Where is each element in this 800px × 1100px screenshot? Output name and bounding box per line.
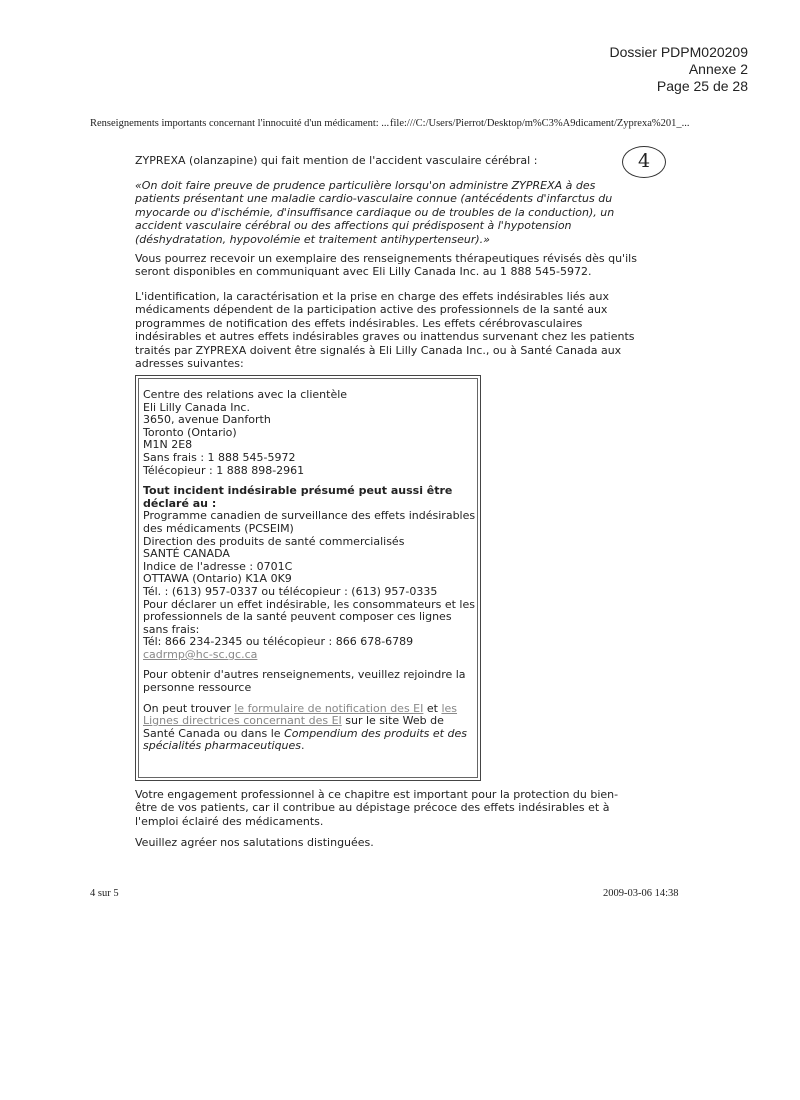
compendium-title: Compendium des produits et des spécialités pharmaceutiques <box>143 726 467 753</box>
ae-guidelines-link[interactable]: les Lignes directrices concernant des EI <box>143 701 458 728</box>
lilly-line-2: Eli Lilly Canada Inc. <box>143 400 250 414</box>
print-header-url: file:///C:/Users/Pierrot/Desktop/m%C3%A9dicament/Zyprexa%201_... <box>390 118 690 129</box>
monograph-quote <box>135 179 640 246</box>
hc-line-3: SANTÉ CANADA <box>143 547 230 561</box>
hc-line-4: Indice de l'adresse : 0701C <box>143 559 293 573</box>
dossier-number: Dossier PDPM020209 <box>609 44 748 60</box>
lilly-line-5: M1N 2E8 <box>143 438 193 452</box>
salutation-text: Veuillez agréer nos salutations distinguées. <box>135 836 374 849</box>
find-forms-paragraph <box>143 703 478 753</box>
more-info-text: Pour obtenir d'autres renseignements, veuillez rejoindre la personne ressource <box>143 668 466 695</box>
ae-form-link[interactable]: le formulaire de notification des EI <box>234 701 424 715</box>
contact-box-content <box>143 389 478 753</box>
para2-text: Vous pourrez recevoir un exemplaire des renseignements thérapeutiques révisés dès qu'ils seront disponibles en communiquant avec Eli Lilly Canada Inc. au 1 888 545-5972. <box>135 252 637 279</box>
hc-line-5: OTTAWA (Ontario) K1A 0K9 <box>143 572 292 586</box>
footer-timestamp: 2009-03-06 14:38 <box>603 888 679 899</box>
closing-paragraph <box>135 788 640 828</box>
paragraph-reporting <box>135 290 640 370</box>
hc-line-6: Tél. : (613) 957-0337 ou télécopieur : (613) 957-0335 <box>143 584 438 598</box>
hc-line-1: Programme canadien de surveillance des effets indésirables des médicaments (PCSEIM) <box>143 509 476 535</box>
salutation <box>135 836 640 849</box>
dossier-stamp <box>609 44 748 95</box>
lilly-line-3: 3650, avenue Danforth <box>143 413 271 427</box>
find-prefix: On peut trouver <box>143 701 235 715</box>
find-end: . <box>301 739 305 753</box>
annexe-label: Annexe 2 <box>688 61 748 77</box>
lilly-line-7: Télécopieur : 1 888 898-2961 <box>143 463 305 477</box>
lilly-line-4: Toronto (Ontario) <box>143 425 237 439</box>
page-of-total: Page 25 de 28 <box>656 78 748 94</box>
handwritten-circled-number: 4 <box>622 146 666 178</box>
find-mid: sur le site Web de Santé Canada ou dans le <box>143 714 444 740</box>
footer-page-count: 4 sur 5 <box>90 888 119 899</box>
paragraph-product-info <box>135 252 640 279</box>
bold-heading: Tout incident indésirable présumé peut aussi être déclaré au : <box>143 484 453 510</box>
lilly-line-6: Sans frais : 1 888 545-5972 <box>143 450 296 464</box>
contact-box <box>135 375 481 781</box>
intro-line <box>135 154 640 167</box>
quote-text: «On doit faire preuve de prudence particulière lorsqu'on administre ZYPREXA à des patients présentant une maladie cardio-vasculaire connue (antécédents d'infarctus du myocarde ou d'ischémie, d'insuffisance cardiaque ou de troubles de la conduction), un accident vasculaire cérébral ou des affections qui prédisposent à l'hypotension (déshydratation, hypovolémie et traitement antihypertenseur).» <box>135 179 615 246</box>
hc-line-7: Pour déclarer un effet indésirable, les consommateurs et les professionnels de la santé peuvent composer ces lignes sans frais: <box>143 597 475 636</box>
lilly-line-1: Centre des relations avec la clientèle <box>143 388 348 401</box>
find-and: et <box>423 701 442 715</box>
intro-text: ZYPREXA (olanzapine) qui fait mention de l'accident vasculaire cérébral : <box>135 154 538 167</box>
para3-text: L'identification, la caractérisation et la prise en charge des effets indésirables liés aux médicaments dépendent de la participation active des professionnels de la santé aux programmes de notification des effets indésirables. Les effets cérébrovasculaires indésirables et autres effets indésirables graves ou inattendus survenant chez les patients traités par ZYPREXA doivent être signalés à Eli Lilly Canada Inc., ou à Santé Canada aux adresses suivantes: <box>135 290 635 371</box>
email-link[interactable]: cadrmp@hc-sc.gc.ca <box>143 647 258 661</box>
hc-line-2: Direction des produits de santé commercialisés <box>143 534 405 548</box>
closing-text: Votre engagement professionnel à ce chapitre est important pour la protection du bien-être de vos patients, car il contribue au dépistage précoce des effets indésirables et à l'emploi éclairé des médicaments. <box>135 788 619 828</box>
hc-line-8: Tél: 866 234-2345 ou télécopieur : 866 678-6789 <box>143 635 414 649</box>
print-header-title: Renseignements importants concernant l'innocuité d'un médicament: ... <box>90 118 390 129</box>
